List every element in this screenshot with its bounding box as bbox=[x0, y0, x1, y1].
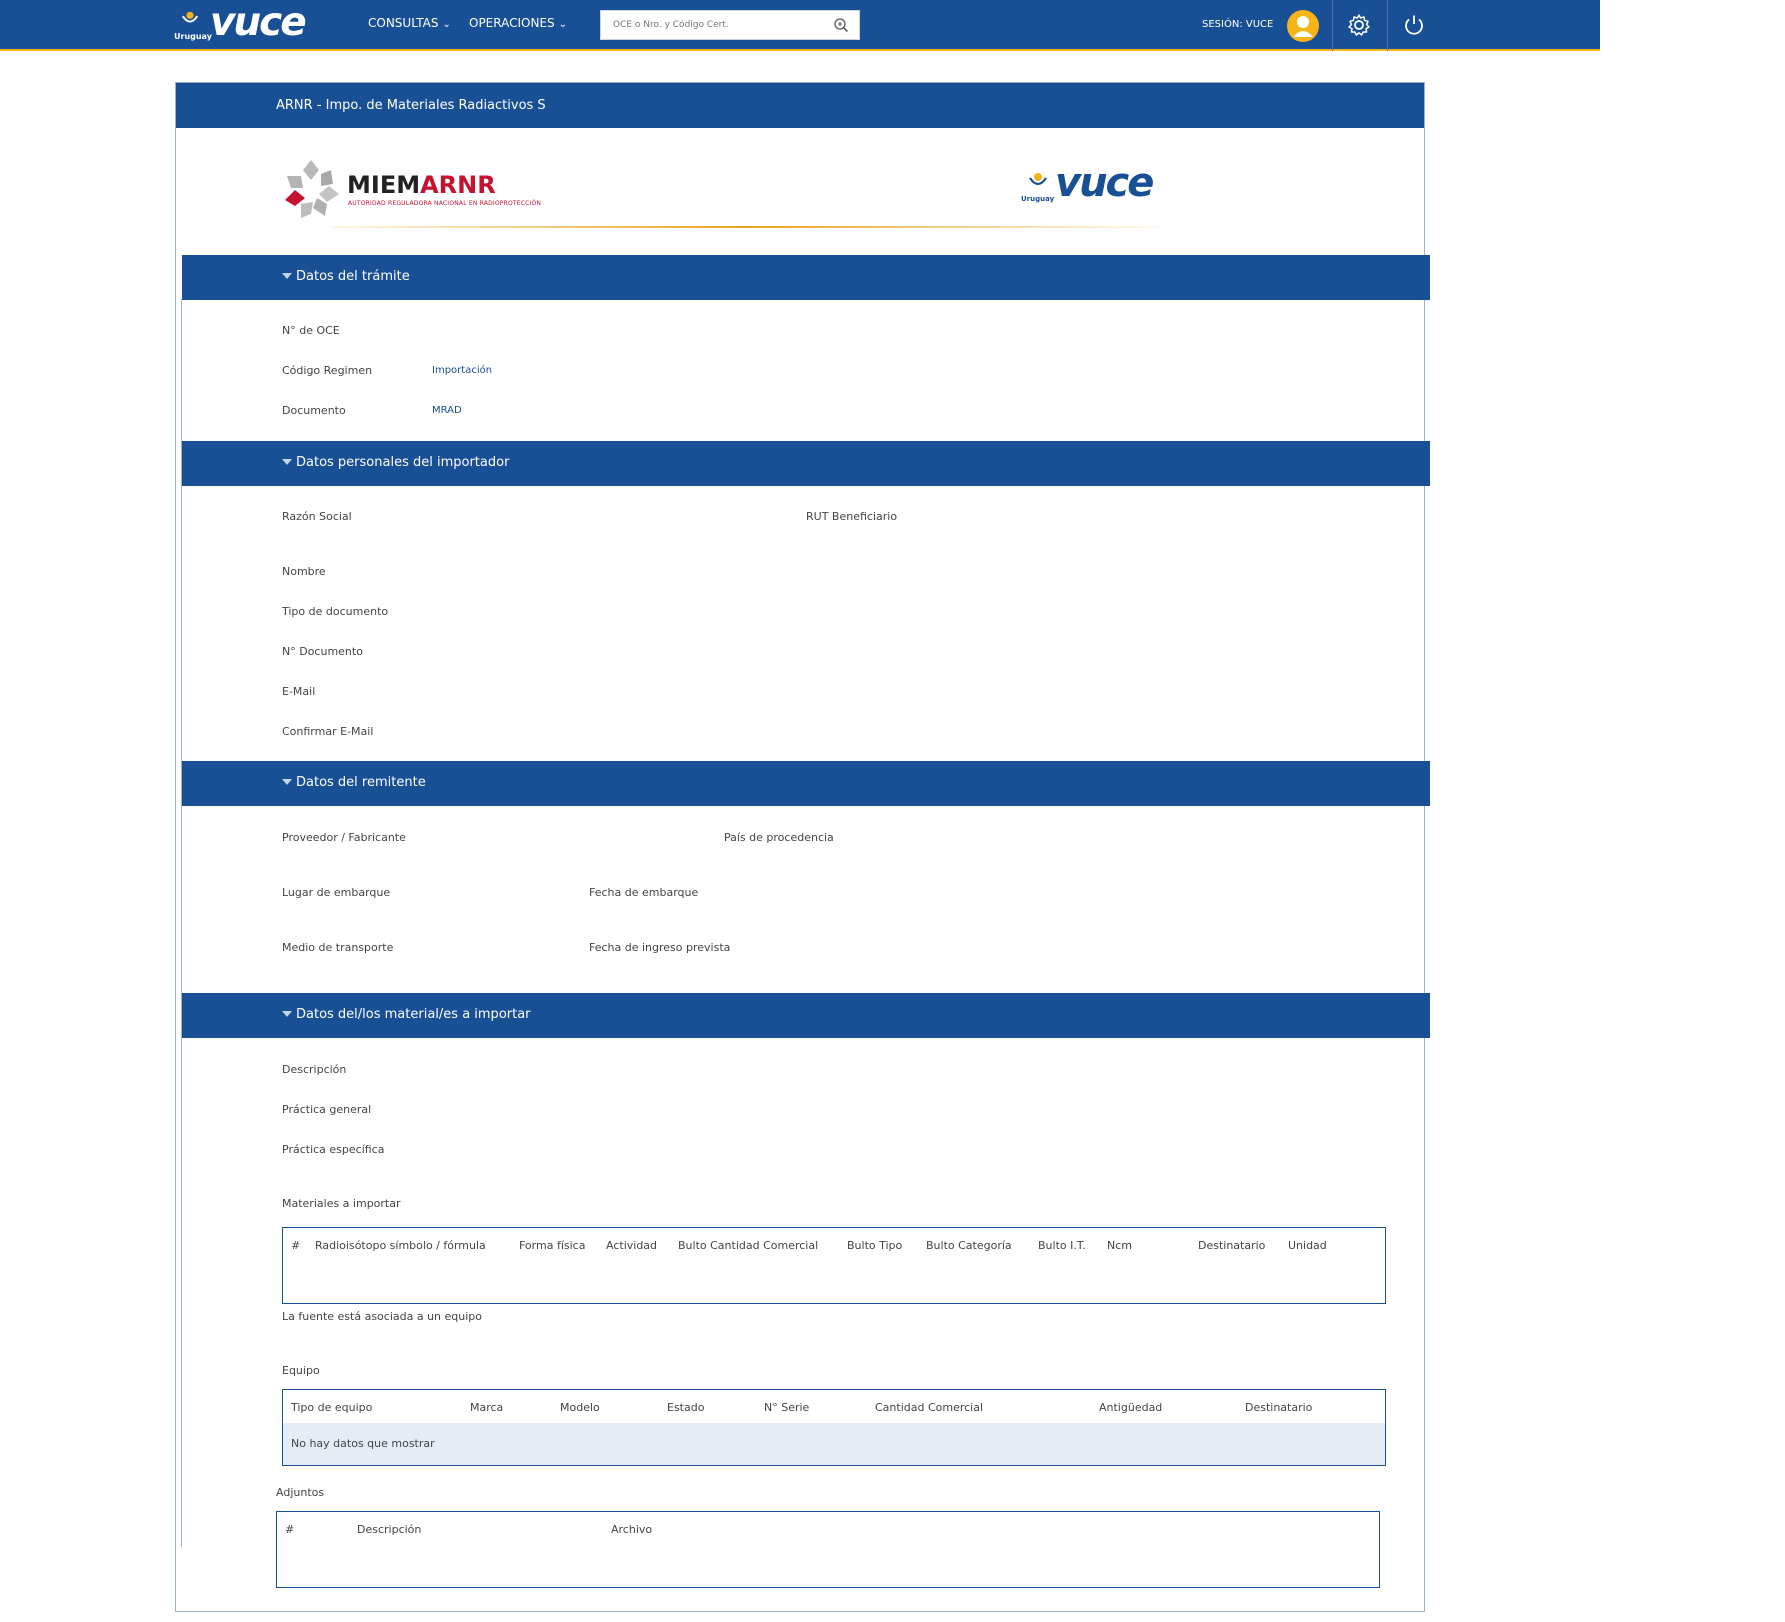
uruguay-sun-icon bbox=[181, 9, 199, 27]
equipo-grid bbox=[282, 1389, 1386, 1466]
miem-wordmark-part: MIEM bbox=[347, 171, 421, 199]
grid-column-header[interactable]: N° Serie bbox=[764, 1401, 810, 1414]
section-title: Datos del trámite bbox=[296, 269, 410, 284]
caret-down-icon bbox=[282, 1011, 292, 1017]
email-label: E-Mail bbox=[282, 685, 316, 698]
materiales-grid bbox=[282, 1227, 1386, 1304]
grid-column-header[interactable]: Bulto Tipo bbox=[847, 1239, 903, 1252]
empty-grid-row bbox=[283, 1423, 1385, 1465]
section-left-border bbox=[181, 299, 182, 1547]
grid-column-header[interactable]: # bbox=[285, 1523, 295, 1536]
section-title: Datos del remitente bbox=[296, 775, 426, 790]
practica-especifica-label: Práctica específica bbox=[282, 1143, 385, 1156]
regimen-value: Importación bbox=[432, 365, 493, 376]
grid-column-header[interactable]: Unidad bbox=[1288, 1239, 1327, 1252]
vuce-logo-country: Uruguay bbox=[1021, 195, 1055, 203]
adjuntos-label: Adjuntos bbox=[276, 1486, 325, 1499]
section-header-importador[interactable] bbox=[182, 441, 1430, 486]
pais-procedencia-label: País de procedencia bbox=[724, 831, 834, 844]
grid-column-header[interactable]: Ncm bbox=[1107, 1239, 1132, 1252]
grid-column-header[interactable]: Archivo bbox=[611, 1523, 653, 1536]
grid-column-header[interactable]: Forma física bbox=[519, 1239, 586, 1252]
oce-label: N° de OCE bbox=[282, 324, 340, 337]
vuce-logo-wordmark: vuce bbox=[1055, 160, 1153, 206]
power-icon[interactable] bbox=[1402, 13, 1426, 37]
section-header-tramite[interactable] bbox=[182, 255, 1430, 300]
rut-label: RUT Beneficiario bbox=[806, 510, 898, 523]
section-header-materiales[interactable] bbox=[182, 993, 1430, 1038]
logos-banner bbox=[281, 158, 1341, 248]
uruguay-sun-icon bbox=[1028, 170, 1048, 190]
form-container bbox=[175, 82, 1425, 1612]
caret-down-icon bbox=[282, 273, 292, 279]
razon-social-label: Razón Social bbox=[282, 510, 352, 523]
grid-column-header[interactable]: Modelo bbox=[560, 1401, 600, 1414]
topbar-divider bbox=[1387, 0, 1388, 51]
documento-value: MRAD bbox=[432, 405, 462, 416]
nav-consultas[interactable] bbox=[368, 16, 451, 30]
nav-consultas-label: CONSULTAS bbox=[368, 16, 439, 30]
nombre-label: Nombre bbox=[282, 565, 326, 578]
grid-column-header[interactable]: Cantidad Comercial bbox=[875, 1401, 984, 1414]
equipo-label: Equipo bbox=[282, 1364, 320, 1377]
caret-down-icon bbox=[282, 459, 292, 465]
medio-transporte-label: Medio de transporte bbox=[282, 941, 394, 954]
grid-column-header[interactable]: Bulto Cantidad Comercial bbox=[678, 1239, 819, 1252]
miem-arnr-wordmark bbox=[347, 171, 496, 199]
topbar-divider bbox=[1332, 0, 1333, 51]
brand-country: Uruguay bbox=[174, 32, 212, 41]
descripcion-label: Descripción bbox=[282, 1063, 347, 1076]
vuce-home-logo[interactable] bbox=[172, 0, 317, 46]
grid-column-header[interactable]: Estado bbox=[667, 1401, 705, 1414]
banner-divider-line bbox=[331, 226, 1161, 228]
confirm-email-label: Confirmar E-Mail bbox=[282, 725, 374, 738]
grid-column-header[interactable]: Antigüedad bbox=[1099, 1401, 1163, 1414]
empty-grid-message: No hay datos que mostrar bbox=[291, 1437, 435, 1450]
search-icon[interactable] bbox=[833, 17, 849, 33]
fecha-ingreso-label: Fecha de ingreso prevista bbox=[589, 941, 731, 954]
fecha-embarque-label: Fecha de embarque bbox=[589, 886, 699, 899]
documento-label: Documento bbox=[282, 404, 346, 417]
search-box bbox=[600, 10, 860, 40]
arnr-subtitle: AUTORIDAD REGULADORA NACIONAL EN RADIOPROTECCIÓN bbox=[348, 200, 542, 207]
search-input[interactable] bbox=[601, 11, 821, 39]
caret-down-icon bbox=[282, 779, 292, 785]
grid-column-header[interactable]: Radioisótopo símbolo / fórmula bbox=[315, 1239, 486, 1252]
grid-column-header[interactable]: Tipo de equipo bbox=[291, 1401, 373, 1414]
user-silhouette-icon bbox=[1287, 10, 1319, 42]
grid-column-header[interactable]: Destinatario bbox=[1198, 1239, 1266, 1252]
practica-general-label: Práctica general bbox=[282, 1103, 372, 1116]
lugar-embarque-label: Lugar de embarque bbox=[282, 886, 391, 899]
nav-operaciones[interactable] bbox=[469, 16, 567, 30]
nav-operaciones-label: OPERACIONES bbox=[469, 16, 555, 30]
section-header-remitente[interactable] bbox=[182, 761, 1430, 806]
proveedor-label: Proveedor / Fabricante bbox=[282, 831, 406, 844]
fuente-equipo-label: La fuente está asociada a un equipo bbox=[282, 1310, 483, 1323]
adjuntos-grid bbox=[276, 1511, 1380, 1588]
user-avatar-icon[interactable] bbox=[1287, 10, 1319, 42]
chevron-down-icon: ⌄ bbox=[442, 19, 451, 30]
grid-column-header[interactable]: Bulto I.T. bbox=[1038, 1239, 1086, 1252]
tipo-documento-label: Tipo de documento bbox=[282, 605, 389, 618]
miem-star-logo bbox=[281, 158, 345, 222]
grid-column-header[interactable]: Bulto Categoría bbox=[926, 1239, 1012, 1252]
section-title: Datos personales del importador bbox=[296, 455, 510, 470]
page-header bbox=[176, 83, 1424, 128]
regimen-label: Código Regimen bbox=[282, 364, 373, 377]
nro-documento-label: N° Documento bbox=[282, 645, 363, 658]
page-title: ARNR - Impo. de Materiales Radiactivos S bbox=[276, 98, 546, 113]
materiales-label: Materiales a importar bbox=[282, 1197, 401, 1210]
session-label: SESIÓN: VUCE bbox=[1202, 19, 1274, 30]
grid-column-header[interactable]: Actividad bbox=[606, 1239, 658, 1252]
grid-column-header[interactable]: Destinatario bbox=[1245, 1401, 1313, 1414]
grid-column-header[interactable]: # bbox=[291, 1239, 301, 1252]
section-title: Datos del/los material/es a importar bbox=[296, 1007, 531, 1022]
arnr-wordmark-part: ARNR bbox=[420, 171, 496, 199]
brand-wordmark: vuce bbox=[210, 0, 305, 45]
grid-column-header[interactable]: Marca bbox=[470, 1401, 504, 1414]
chevron-down-icon: ⌄ bbox=[558, 19, 568, 30]
grid-column-header[interactable]: Descripción bbox=[357, 1523, 422, 1536]
top-navigation-bar bbox=[0, 0, 1600, 51]
gear-icon[interactable] bbox=[1347, 13, 1371, 37]
